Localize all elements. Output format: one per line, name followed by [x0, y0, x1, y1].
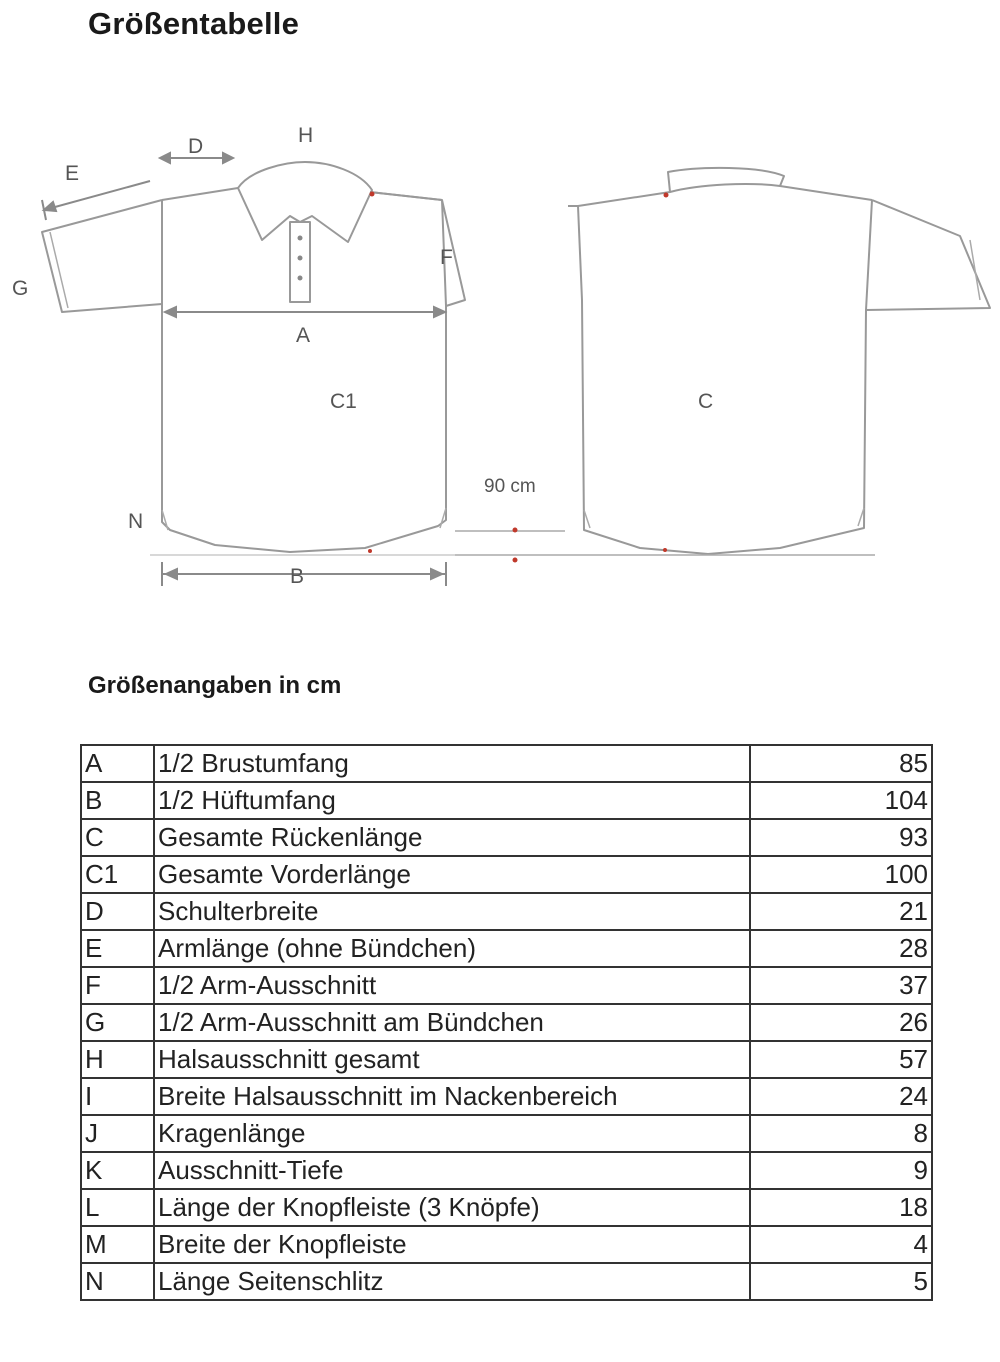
- row-code: A: [81, 745, 154, 782]
- table-row-n: [81, 1263, 932, 1300]
- front-left-sleeve: [42, 200, 162, 312]
- row-code: G: [81, 1004, 154, 1041]
- label-e: E: [65, 162, 80, 185]
- row-value: 37: [750, 967, 932, 1004]
- label-n: N: [128, 510, 144, 533]
- table-row-h: [81, 1041, 932, 1078]
- label-c: C: [698, 390, 714, 413]
- front-body-outline: [162, 200, 446, 552]
- back-body-outline: [578, 200, 872, 554]
- table-row-b: [81, 782, 932, 819]
- label-b: B: [290, 565, 305, 588]
- table-row-j: [81, 1115, 932, 1152]
- row-code: C: [81, 819, 154, 856]
- table-row-f: [81, 967, 932, 1004]
- row-value: 57: [750, 1041, 932, 1078]
- table-row-a: [81, 745, 932, 782]
- row-value: 28: [750, 930, 932, 967]
- label-g: G: [12, 277, 29, 300]
- row-name: Breite der Knopfleiste: [154, 1226, 750, 1263]
- row-name: Länge Seitenschlitz: [154, 1263, 750, 1300]
- row-value: 100: [750, 856, 932, 893]
- row-value: 5: [750, 1263, 932, 1300]
- row-name: Gesamte Rückenlänge: [154, 819, 750, 856]
- row-name: Armlänge (ohne Bündchen): [154, 930, 750, 967]
- back-shirt: [568, 168, 990, 554]
- marker-dots: [368, 192, 669, 563]
- row-name: 1/2 Arm-Ausschnitt am Bündchen: [154, 1004, 750, 1041]
- row-name: Kragenlänge: [154, 1115, 750, 1152]
- measurement-lines: [42, 153, 875, 586]
- row-name: Ausschnitt-Tiefe: [154, 1152, 750, 1189]
- row-value: 24: [750, 1078, 932, 1115]
- placket-buttons: [298, 236, 303, 281]
- table-row-k: [81, 1152, 932, 1189]
- table-row-m: [81, 1226, 932, 1263]
- row-code: N: [81, 1263, 154, 1300]
- row-code: L: [81, 1189, 154, 1226]
- row-code: B: [81, 782, 154, 819]
- row-value: 21: [750, 893, 932, 930]
- table-row-c1: [81, 856, 932, 893]
- row-name: Gesamte Vorderlänge: [154, 856, 750, 893]
- row-name: Halsausschnitt gesamt: [154, 1041, 750, 1078]
- row-name: 1/2 Hüftumfang: [154, 782, 750, 819]
- size-table: [80, 744, 933, 1301]
- row-code: H: [81, 1041, 154, 1078]
- label-a: A: [296, 324, 311, 347]
- table-row-e: [81, 930, 932, 967]
- label-d: D: [188, 135, 204, 158]
- row-code: M: [81, 1226, 154, 1263]
- label-note: 90 cm: [484, 476, 536, 497]
- row-value: 85: [750, 745, 932, 782]
- row-value: 104: [750, 782, 932, 819]
- shirt-diagram-svg: [0, 100, 1000, 620]
- row-value: 8: [750, 1115, 932, 1152]
- table-row-c: [81, 819, 932, 856]
- back-right-sleeve: [866, 200, 990, 310]
- table-row-l: [81, 1189, 932, 1226]
- row-code: E: [81, 930, 154, 967]
- table-row-d: [81, 893, 932, 930]
- row-code: F: [81, 967, 154, 1004]
- row-name: Breite Halsausschnitt im Nackenbereich: [154, 1078, 750, 1115]
- row-value: 9: [750, 1152, 932, 1189]
- front-collar: [238, 162, 372, 242]
- size-table-heading: Größenangaben in cm: [88, 672, 342, 699]
- front-shirt: [42, 162, 465, 552]
- row-code: J: [81, 1115, 154, 1152]
- row-code: I: [81, 1078, 154, 1115]
- row-name: Länge der Knopfleiste (3 Knöpfe): [154, 1189, 750, 1226]
- page-title: Größentabelle: [88, 6, 300, 41]
- row-name: 1/2 Arm-Ausschnitt: [154, 967, 750, 1004]
- row-value: 26: [750, 1004, 932, 1041]
- table-row-g: [81, 1004, 932, 1041]
- measure-e-line: [44, 181, 150, 210]
- shirt-diagram: [0, 100, 1000, 620]
- row-value: 93: [750, 819, 932, 856]
- row-code: C1: [81, 856, 154, 893]
- size-table-body: [81, 745, 932, 1300]
- row-value: 4: [750, 1226, 932, 1263]
- row-value: 18: [750, 1189, 932, 1226]
- label-h: H: [298, 124, 314, 147]
- front-placket: [290, 222, 310, 302]
- table-row-i: [81, 1078, 932, 1115]
- row-code: D: [81, 893, 154, 930]
- row-name: Schulterbreite: [154, 893, 750, 930]
- label-f: F: [440, 246, 453, 269]
- row-code: K: [81, 1152, 154, 1189]
- back-collar: [668, 168, 784, 192]
- label-c1: C1: [330, 390, 357, 413]
- row-name: 1/2 Brustumfang: [154, 745, 750, 782]
